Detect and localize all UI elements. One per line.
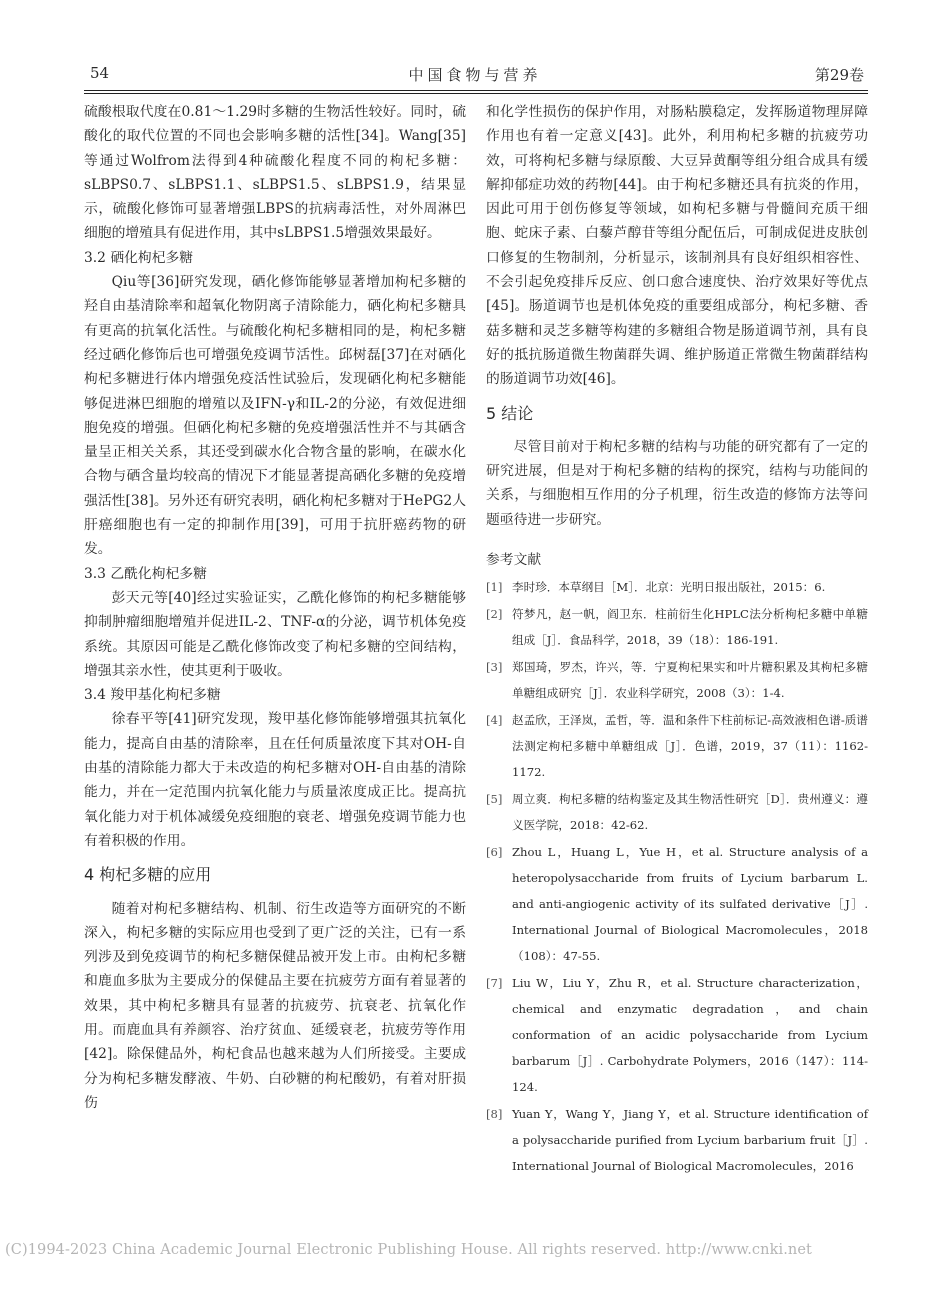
reference-item bbox=[486, 786, 868, 838]
page-number: 54 bbox=[90, 64, 110, 82]
reference-item bbox=[486, 839, 868, 969]
paragraph: 彭天元等[40]经过实验证实，乙酰化修饰的枸杞多糖能够抑制肿瘤细胞增殖并促进IL-2、TNF-α的分泌，调节机体免疫系统。其原因可能是乙酰化修饰改变了枸杞多糖的空间结构，增强其亲水性，使其更利于吸收。 bbox=[84, 589, 466, 679]
subsection-heading: 3.2 硒化枸杞多糖 bbox=[84, 249, 194, 266]
copyright-watermark: (C)1994-2023 China Academic Journal Electronic Publishing House. All rights reserved. http://www.cnki.net bbox=[5, 1242, 812, 1258]
paragraph: 硫酸根取代度在0.81～1.29时多糖的生物活性较好。同时，硫酸化的取代位置的不同也会影响多糖的活性[34]。Wang[35]等通过Wolfrom法得到4种硫酸化程度不同的枸杞多糖：sLBPS0.7、sLBPS1.1、sLBPS1.5、sLBPS1.9，结果显示，硫酸化修饰可显著增强LBPS的抗病毒活性，对外周淋巴细胞的增殖具有促进作用，其中sLBPS1.5增强效果最好。 bbox=[84, 104, 466, 242]
reference-number: [1] bbox=[486, 580, 503, 595]
reference-number: [7] bbox=[486, 976, 503, 991]
section-heading: 5 结论 bbox=[486, 403, 534, 423]
reference-item bbox=[486, 574, 868, 600]
reference-number: [4] bbox=[486, 713, 503, 728]
subsection-heading: 3.3 乙酰化枸杞多糖 bbox=[84, 565, 207, 582]
references-heading: 参考文献 bbox=[486, 552, 542, 569]
header-rule-top bbox=[84, 90, 868, 91]
reference-text: 符梦凡，赵一帆，阎卫东．柱前衍生化HPLC法分析枸杞多糖中单糖组成［J］．食品科学，2018，39（18）：186-191. bbox=[512, 607, 868, 648]
paragraph: 随着对枸杞多糖结构、机制、衍生改造等方面研究的不断深入，枸杞多糖的实际应用也受到了更广泛的关注，已有一系列涉及到免疫调节的枸杞多糖保健品被开发上市。由枸杞多糖和鹿血多肽为主要成分的保健品主要在抗疲劳方面有着显著的效果，其中枸杞多糖具有显著的抗疲劳、抗衰老、抗氧化作用。而鹿血具有养颜容、治疗贫血、延缓衰老，抗疲劳等作用[42]。除保健品外，枸杞食品也越来越为人们所接受。主要成分为枸杞多糖发酵液、牛奶、白砂糖的枸杞酸奶，有着对肝损伤 bbox=[84, 900, 466, 1111]
reference-item bbox=[486, 707, 868, 785]
reference-item bbox=[486, 654, 868, 706]
reference-number: [6] bbox=[486, 845, 503, 860]
reference-text: Yuan Y，Wang Y，Jiang Y，et al. Structure identification of a polysaccharide purified from Lycium barbarium fruit［J］. International Journal of Biological Macromolecules，2016 bbox=[512, 1107, 868, 1174]
volume-label: 第29卷 bbox=[814, 66, 864, 84]
reference-number: [8] bbox=[486, 1107, 503, 1122]
reference-list bbox=[486, 574, 868, 1179]
reference-text: 周立爽．枸杞多糖的结构鉴定及其生物活性研究［D］．贵州遵义：遵义医学院，2018：42-62. bbox=[512, 792, 868, 833]
left-column bbox=[84, 100, 466, 1115]
paragraph: Qiu等[36]研究发现，硒化修饰能够显著增加枸杞多糖的羟自由基清除率和超氧化物阴离子清除能力，硒化枸杞多糖具有更高的抗氧化活性。与硫酸化枸杞多糖相同的是，枸杞多糖经过硒化修饰后也可增强免疫调节活性。邱树磊[37]在对硒化枸杞多糖进行体内增强免疫活性试验后，发现硒化枸杞多糖能够促进淋巴细胞的增殖以及IFN-γ和IL-2的分泌，有效促进细胞免疫的增强。但硒化枸杞多糖的免疫增强活性并不与其硒含量呈正相关关系，其还受到碳水化合物含量的影响，在碳水化合物与硒含量均较高的情况下才能显著提高硒化多糖的免疫增强活性[38]。另外还有研究表明，硒化枸杞多糖对于HePG2人肝癌细胞也有一定的抑制作用[39]，可用于抗肝癌药物的研发。 bbox=[84, 274, 466, 558]
reference-text: Liu W，Liu Y，Zhu R，et al. Structure characterization，chemical and enzymatic degradation，and chain conformation of an acidic polysaccharide from Lycium barbarum［J］. Carbohydrate Polymers，2016（147）：114-124. bbox=[512, 976, 868, 1095]
section-heading: 4 枸杞多糖的应用 bbox=[84, 865, 212, 885]
reference-text: 赵孟欣，王泽岚，孟哲，等．温和条件下柱前标记-高效液相色谱-质谱法测定枸杞多糖中单糖组成［J］．色谱，2019，37（11）：1162-1172. bbox=[512, 713, 868, 780]
reference-item bbox=[486, 970, 868, 1100]
reference-text: Zhou L，Huang L，Yue H，et al. Structure analysis of a heteropolysaccharide from fruits of Lycium barbarum L. and anti-angiogenic activity of its sulfated derivative［J］. International Journal of Biological Macromolecules，2018（108）：47-55. bbox=[512, 845, 868, 964]
reference-item bbox=[486, 1101, 868, 1179]
reference-text: 郑国琦，罗杰，许兴，等．宁夏枸杞果实和叶片糖积累及其枸杞多糖单糖组成研究［J］．农业科学研究，2008（3）：1-4. bbox=[512, 660, 868, 701]
paragraph: 尽管目前对于枸杞多糖的结构与功能的研究都有了一定的研究进展，但是对于枸杞多糖的结构的探究，结构与功能间的关系，与细胞相互作用的分子机理，衍生改造的修饰方法等问题亟待进一步研究。 bbox=[486, 438, 868, 528]
paragraph: 徐春平等[41]研究发现，羧甲基化修饰能够增强其抗氧化能力，提高自由基的清除率，且在任何质量浓度下其对OH-自由基的清除能力都大于未改造的枸杞多糖对OH-自由基的清除能力，并在一定范围内抗氧化能力与质量浓度成正比。提高抗氧化能力对于机体减缓免疫细胞的衰老、增强免疫调节能力也有着积极的作用。 bbox=[84, 711, 466, 849]
reference-number: [3] bbox=[486, 660, 503, 675]
header-rule-bottom bbox=[84, 93, 868, 94]
reference-text: 李时珍．本草纲目［M］．北京：光明日报出版社，2015：6. bbox=[512, 580, 826, 595]
right-column bbox=[486, 100, 868, 1180]
journal-title: 中国食物与营养 bbox=[408, 66, 542, 84]
reference-number: [5] bbox=[486, 792, 503, 807]
paragraph: 和化学性损伤的保护作用，对肠粘膜稳定，发挥肠道物理屏障作用也有着一定意义[43]。此外，利用枸杞多糖的抗疲劳功效，可将枸杞多糖与绿原酸、大豆异黄酮等组分组合成具有缓解抑郁症功效的药物[44]。由于枸杞多糖还具有抗炎的作用，因此可用于创伤修复等领域，如枸杞多糖与骨髓间充质干细胞、蛇床子素、白藜芦醇苷等组分配伍后，可制成促进皮肤创口修复的生物制剂，分析显示，该制剂具有良好组织相容性、不会引起免疫排斥反应、创口愈合速度快、治疗效果好等优点[45]。肠道调节也是机体免疫的重要组成部分，枸杞多糖、香菇多糖和灵芝多糖等构建的多糖组合物是肠道调节剂，具有良好的抵抗肠道微生物菌群失调、维护肠道正常微生物菌群结构的肠道调节功效[46]。 bbox=[486, 104, 868, 388]
subsection-heading: 3.4 羧甲基化枸杞多糖 bbox=[84, 687, 221, 704]
reference-item bbox=[486, 601, 868, 653]
reference-number: [2] bbox=[486, 607, 503, 622]
